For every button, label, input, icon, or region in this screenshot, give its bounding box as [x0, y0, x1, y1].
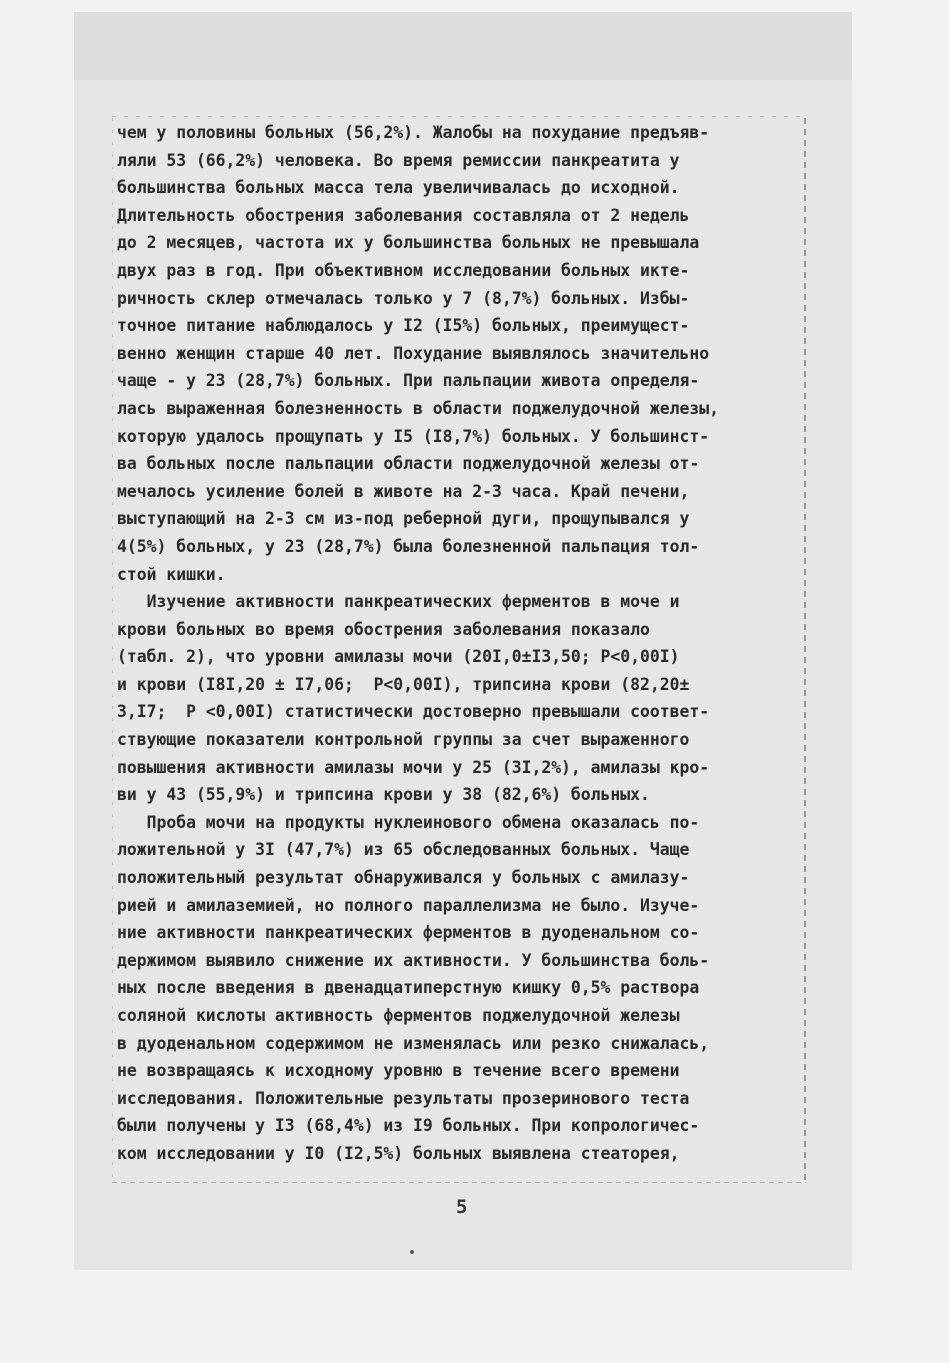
text-line: ние активности панкреатических ферментов в дуоденальном со- [117, 923, 700, 943]
text-line: ричность склер отмечалась только у 7 (8,7%) больных. Избы- [117, 288, 690, 308]
text-line: Проба мочи на продукты нуклеинового обмена оказалась по- [117, 812, 700, 832]
text-line: рией и амилаземией, но полного параллелизма не было. Изуче- [117, 895, 700, 915]
text-line: в дуоденальном содержимом не изменялась или резко снижалась, [117, 1033, 710, 1053]
text-line: Длительность обострения заболевания составляла от 2 недель [117, 205, 690, 225]
frame-top-border [112, 116, 806, 117]
text-line: чем у половины больных (56,2%). Жалобы на похудание предъяв- [117, 123, 710, 142]
text-line: ком исследовании у I0 (I2,5%) больных выявлена стеаторея, [117, 1143, 680, 1163]
text-line: и крови (I8I,20 ± I7,06; P<0,00I), трипсина крови (82,20± [117, 674, 690, 694]
frame-left-border [112, 118, 113, 1182]
text-line: держимом выявило снижение их активности. У большинства боль- [117, 950, 710, 970]
text-line: венно женщин старше 40 лет. Похудание выявлялось значительно [117, 343, 710, 363]
text-line: большинства больных масса тела увеличивалась до исходной. [117, 178, 680, 198]
text-line: ложительной у 3I (47,7%) из 65 обследованных больных. Чаще [117, 840, 690, 860]
text-line: чаще - у 23 (28,7%) больных. При пальпации живота определя- [117, 371, 700, 391]
text-line: соляной кислоты активность ферментов поджелудочной железы [117, 1006, 680, 1025]
page-number: 5 [456, 1196, 468, 1218]
text-line: ва больных после пальпации области поджелудочной железы от- [117, 454, 700, 474]
text-line: положительный результат обнаруживался у больных с амилазу- [117, 868, 690, 888]
text-line: 3,I7; P <0,00I) статистически достоверно превышали соответ- [117, 702, 710, 722]
text-line: Изучение активности панкреатических ферментов в моче и [117, 592, 680, 612]
text-line: 4(5%) больных, у 23 (28,7%) была болезненной пальпация тол- [117, 536, 700, 556]
scan-speck [410, 1250, 414, 1254]
text-line: до 2 месяцев, частота их у большинства больных не превышала [117, 233, 700, 253]
text-line: точное питание наблюдалось у I2 (I5%) больных, преимущест- [117, 316, 690, 336]
text-line: лась выраженная болезненность в области поджелудочной железы, [117, 398, 719, 418]
text-line: ляли 53 (66,2%) человека. Во время ремиссии панкреатита у [117, 150, 680, 170]
text-line: (табл. 2), что уровни амилазы мочи (20I,0±I3,50; P<0,00I) [117, 647, 680, 667]
text-line: которую удалось прощупать у I5 (I8,7%) больных. У большинст- [117, 426, 710, 446]
text-line: ствующие показатели контрольной группы за счет выраженного [117, 730, 690, 750]
text-line: не возвращаясь к исходному уровню в течение всего времени [117, 1061, 680, 1081]
text-line: стой кишки. [117, 564, 226, 584]
body-text [117, 119, 807, 1168]
text-line: были получены у I3 (68,4%) из I9 больных. При копрологичес- [117, 1116, 700, 1136]
frame-bottom-border [112, 1182, 806, 1183]
text-line: крови больных во время обострения заболевания показало [117, 619, 650, 639]
text-line: ных после введения в двенадцатиперстную кишку 0,5% раствора [117, 978, 700, 998]
text-line: выступающий на 2-3 см из-под реберной дуги, прощупывался у [117, 509, 690, 529]
text-line: исследования. Положительные результаты прозеринового теста [117, 1088, 690, 1108]
text-line: мечалось усиление болей в животе на 2-3 часа. Край печени, [117, 481, 690, 501]
text-line: ви у 43 (55,9%) и трипсина крови у 38 (82,6%) больных. [117, 785, 650, 805]
text-line: двух раз в год. При объективном исследовании больных икте- [117, 260, 690, 280]
text-line: повышения активности амилазы мочи у 25 (3I,2%), амилазы кро- [117, 757, 710, 777]
